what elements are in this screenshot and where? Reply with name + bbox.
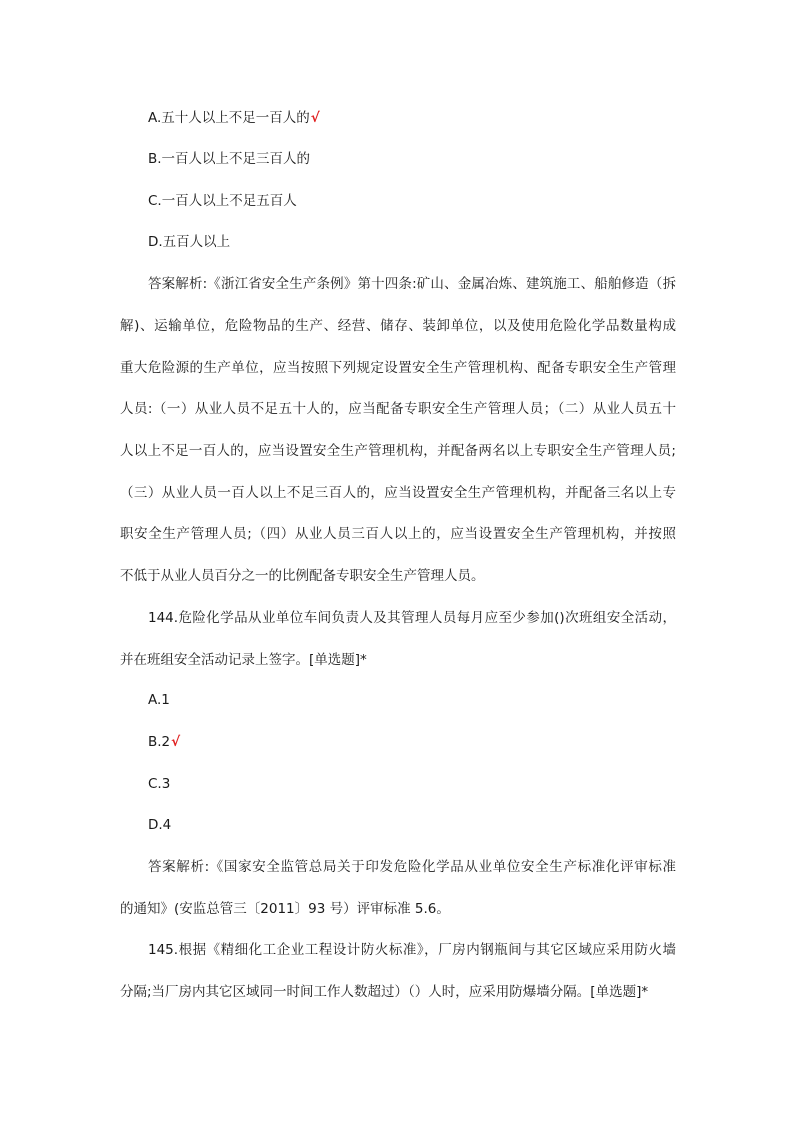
q143-option-b[interactable] [148,149,310,169]
q143-analysis-line: 人以上不足一百人的，应当设置安全生产管理机构，并配备两名以上专职安全生产管理人员; [120,443,676,459]
q143-analysis-line: 人员:（一）从业人员不足五十人的，应当配备专职安全生产管理人员；（二）从业人员五十 [120,401,676,417]
q143-option-c[interactable] [148,191,297,211]
correct-check-icon: √ [310,110,320,126]
q144-option-a[interactable] [148,690,170,710]
q143-analysis-line: 不低于从业人员百分之一的比例配备专职安全生产管理人员。 [120,568,485,584]
q144-option-d[interactable] [148,815,171,835]
q143-analysis-line: （三）从业人员一百人以上不足三百人的，应当设置安全生产管理机构，并配备三名以上专 [120,485,676,501]
q144-analysis-line: 答案解析:《国家安全监管总局关于印发危险化学品从业单位安全生产标准化评审标准 [148,859,676,875]
q145-question-line: 分隔;当厂房内其它区域同一时间工作人数超过）（）人时，应采用防爆墙分隔。[单选题]* [120,984,649,1000]
option-text: C.一百人以上不足五百人 [148,193,297,209]
q145-question-line: 145.根据《精细化工企业工程设计防火标准》，厂房内钢瓶间与其它区域应采用防火墙 [148,942,676,958]
option-text: D.4 [148,817,172,833]
option-text: B.2 [148,734,171,750]
q144-option-b[interactable] [148,732,180,752]
q143-option-d[interactable] [148,232,230,252]
q143-analysis-line: 答案解析:《浙江省安全生产条例》第十四条:矿山、金属冶炼、建筑施工、船舶修造（拆 [148,276,676,292]
q143-analysis-line: 职安全生产管理人员;（四）从业人员三百人以上的，应当设置安全生产管理机构，并按照 [120,526,676,542]
q144-analysis-line: 的通知》(安监总管三〔2011〕93 号）评审标准 5.6。 [120,901,450,917]
option-text: B.一百人以上不足三百人的 [148,151,311,167]
q144-question-line: 并在班组安全活动记录上签字。[单选题]* [120,652,367,668]
q144-option-c[interactable] [148,774,170,794]
q144-question-line: 144.危险化学品从业单位车间负责人及其管理人员每月应至少参加()次班组安全活动， [148,610,676,626]
option-text: C.3 [148,776,171,792]
option-text: A.1 [148,692,170,708]
option-text: D.五百人以上 [148,234,231,250]
q143-analysis-line: 重大危险源的生产单位，应当按照下列规定设置安全生产管理机构、配备专职安全生产管理 [120,360,676,376]
q143-option-a[interactable] [148,108,320,128]
q143-analysis-line: 解)、运输单位，危险物品的生产、经营、储存、装卸单位，以及使用危险化学品数量构成 [120,318,676,334]
option-text: A.五十人以上不足一百人的 [148,110,310,126]
correct-check-icon: √ [171,734,181,750]
